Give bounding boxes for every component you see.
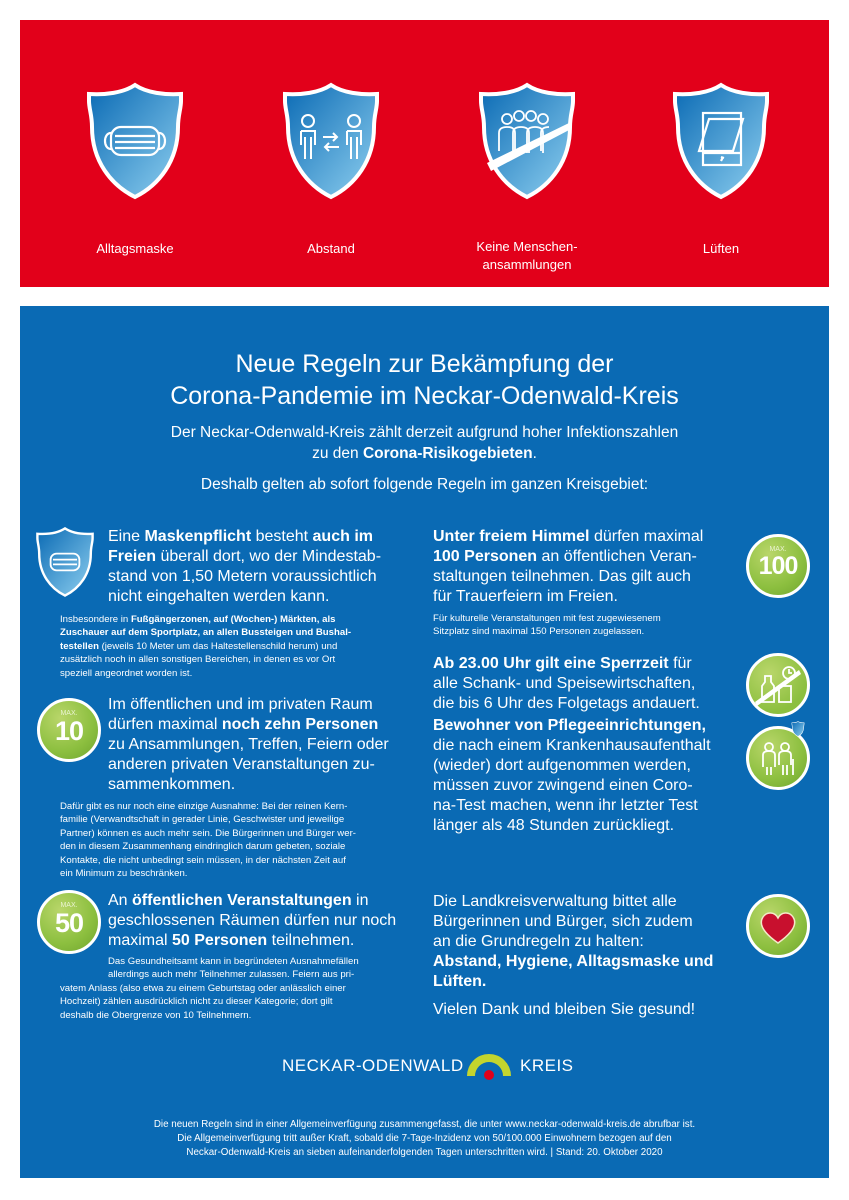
text-line: Die Allgemeinverfügung tritt außer Kraft, sobald die 7-Tage-Inzidenz von 50/100.000 Einwohnern bezogen auf den	[177, 1133, 672, 1144]
distance-shield-icon	[281, 56, 381, 226]
rule-icon-distance	[236, 20, 426, 287]
text-line: öffentlichen Veranstaltungen	[132, 892, 352, 909]
heart-badge	[746, 894, 810, 958]
text-line: Keine Menschen-	[476, 239, 578, 254]
text-line: MAX.	[60, 902, 78, 909]
label-lueften: Lüften	[702, 241, 740, 256]
text-line: stand von 1,50 Metern voraussichtlich	[108, 568, 377, 585]
rule-mask-detail	[60, 613, 430, 680]
max-10-badge	[37, 698, 101, 762]
curfew-badge	[746, 653, 810, 717]
text-line: Bewohner von Pflegeeinrichtungen,	[433, 717, 706, 734]
logo-arc-icon	[463, 1042, 515, 1082]
text-line: noch zehn Personen	[221, 716, 379, 733]
heart-icon	[749, 897, 807, 955]
text-line: an die Grundregeln zu halten:	[433, 933, 644, 950]
page-title	[20, 348, 829, 412]
text-line: Kontakte, die nicht unbedingt sein müssen, in der nächsten Zeit auf	[60, 854, 346, 866]
text-line: ansammlungen	[482, 257, 572, 272]
text-line: MAX.	[769, 546, 787, 553]
text-line: allerdings auch mehr Teilnehmer zulassen. Feiern aus pri-	[108, 969, 355, 981]
text-line: Eine	[108, 528, 145, 545]
text-line: sammenkommen.	[108, 776, 236, 793]
text-line: Corona-Risikogebieten	[362, 445, 533, 462]
text-line: Unter freiem Himmel	[433, 528, 590, 545]
text-line: Dafür gibt es nur noch eine einzige Ausnahme: Bei der reinen Kern-	[60, 801, 348, 812]
rule-icon-no-crowds	[432, 20, 622, 287]
window-shield-icon	[671, 56, 771, 226]
mask-shield-icon	[85, 56, 185, 226]
text-line: an öffentlichen Veran-	[537, 548, 697, 565]
text-line: geschlossenen Räumen dürfen nur noch	[108, 912, 397, 929]
text-line: Sitzplatz sind maximal 150 Personen zugelassen.	[433, 626, 645, 638]
rule-icon-mask	[40, 20, 230, 287]
text-line: Neue Regeln zur Bekämpfung der	[235, 350, 614, 378]
text-line: Ab 23.00 Uhr gilt eine Sperrzeit	[433, 655, 669, 672]
text-line: Lüften.	[433, 973, 487, 990]
text-line: Im öffentlichen und im privaten Raum	[108, 696, 373, 713]
lead-text: Deshalb gelten ab sofort folgende Regeln im ganzen Kreisgebiet:	[200, 476, 649, 493]
rule-mask-main	[108, 527, 428, 607]
text-line: An	[108, 892, 133, 909]
text-line: familie (Verwandtschaft in gerader Linie, Geschwister und jeweilige	[60, 814, 345, 826]
text-line: deshalb die Obergrenze von 10 Teilnehmern.	[60, 1009, 252, 1021]
district-logo	[20, 1042, 829, 1082]
text-line: ein Minimum zu beschränken.	[60, 868, 188, 880]
text-line: Das Gesundheitsamt kann in begründeten Ausnahmefällen	[108, 956, 359, 967]
text-line: staltungen teilnehmen. Das gilt auch	[433, 568, 691, 585]
text-line: Vielen Dank und bleiben Sie gesund!	[433, 1001, 696, 1018]
rule-ten-detail	[60, 800, 435, 880]
text-line: .	[532, 445, 537, 462]
subtitle	[20, 422, 829, 464]
text-line: Die Landkreisverwaltung bittet alle	[433, 893, 677, 910]
text-line: speziell angeordnet worden ist.	[60, 667, 193, 679]
small-shield-icon	[791, 721, 805, 737]
text-line: teilnehmen.	[267, 932, 355, 949]
text-line: Hochzeit) zählen ausdrücklich nicht zu dieser Kategorie; dort gilt	[60, 996, 333, 1008]
rule-care-homes	[433, 716, 743, 836]
text-line: zusätzlich noch in allen sonstigen Bereichen, in denen es vor Ort	[60, 654, 336, 666]
text-line: vatem Anlass (also etwa zu einem Geburtstag oder anlässlich einer	[60, 982, 346, 994]
text-line: zu den	[312, 445, 363, 462]
text-line: Für kulturelle Veranstaltungen mit fest zugewiesenem	[433, 613, 661, 624]
text-line: Zuschauer auf dem Sportplatz, an allen Bussteigen und Bushal-	[60, 627, 352, 639]
footer-note	[20, 1118, 829, 1160]
text-line: (jeweils 10 Meter um das Haltestellenschild herum) und	[98, 640, 338, 652]
text-line: dürfen maximal	[589, 528, 704, 545]
text-line: Partner) können es auch mehr sein. Die Bürgerinnen und Bürger wer-	[60, 827, 356, 839]
text-line: MAX.	[60, 710, 78, 717]
text-line: länger als 48 Stunden zurückliegt.	[433, 817, 675, 834]
text-line: müssen zuvor zwingend einen Coro-	[433, 777, 693, 794]
rule-fifty-detail	[60, 955, 435, 1022]
text-line: für	[668, 655, 692, 672]
text-line: dürfen maximal	[108, 716, 222, 733]
max-100-badge	[746, 534, 810, 598]
text-line: anderen privaten Veranstaltungen zu-	[108, 756, 375, 773]
label-keine-menschenansammlungen	[432, 238, 622, 274]
text-line: Fußgängerzonen, auf (Wochen-) Märkten, als	[130, 614, 336, 625]
rule-hundred-main	[433, 527, 733, 607]
text-line: Die neuen Regeln sind in einer Allgemeinverfügung zusammengefasst, die unter www.neckar-odenwald-kreis.de abrufbar ist.	[153, 1119, 696, 1130]
text-line: NECKAR-ODENWALD	[282, 1056, 464, 1075]
rule-ten-main	[108, 695, 428, 795]
text-line: den in diesem Zusammenhang eindringlich darum gebeten, soziale	[60, 841, 346, 853]
text-line: überall dort, wo der Mindestab-	[156, 548, 382, 565]
text-line: auch im	[312, 528, 373, 545]
text-line: Freien	[108, 548, 157, 565]
text-line: 100	[758, 552, 798, 580]
text-line: na-Test machen, wenn ihr letzter Test	[433, 797, 698, 814]
text-line: die bis 6 Uhr des Folgetags andauert.	[433, 695, 700, 712]
text-line: testellen	[60, 640, 99, 652]
text-line: Bürgerinnen und Bürger, sich zudem	[433, 913, 693, 930]
text-line: Der Neckar-Odenwald-Kreis zählt derzeit aufgrund hoher Infektionszahlen	[170, 424, 679, 441]
rule-fifty-main	[108, 891, 428, 951]
text-line: KREIS	[520, 1056, 574, 1075]
text-line: zu Ansammlungen, Treffen, Feiern oder	[108, 736, 389, 753]
text-line: Maskenpflicht	[144, 528, 252, 545]
header-icons-panel	[20, 20, 829, 287]
rule-hundred-detail	[433, 612, 733, 639]
text-line: für Trauerfeiern im Freien.	[433, 588, 618, 605]
text-line: Abstand, Hygiene, Alltagsmaske und	[433, 953, 714, 970]
max-50-badge	[37, 890, 101, 954]
text-line: (wieder) dort aufgenommen werden,	[433, 757, 691, 774]
text-line: 50 Personen	[172, 932, 268, 949]
appeal-text	[433, 892, 753, 1020]
text-line: 10	[54, 716, 84, 746]
text-line: in	[351, 892, 369, 909]
text-line: Insbesondere in	[60, 614, 131, 625]
label-alltagsmaske: Alltagsmaske	[96, 241, 174, 256]
text-line: alle Schank- und Speisewirtschaften,	[433, 675, 696, 692]
rule-icon-ventilation	[626, 20, 816, 287]
text-line: maximal	[108, 932, 173, 949]
text-line: Neckar-Odenwald-Kreis an sieben aufeinanderfolgenden Tagen unterschritten wird. | Stand: 20. Oktober 2020	[186, 1147, 663, 1158]
no-crowds-shield-icon	[477, 56, 577, 226]
text-line: die nach einem Krankenhausaufenthalt	[433, 737, 711, 754]
label-abstand: Abstand	[307, 241, 355, 256]
no-drinks-clock-icon	[749, 656, 807, 714]
rule-curfew	[433, 654, 733, 714]
text-line: nicht eingehalten werden kann.	[108, 588, 330, 605]
mask-shield-icon	[34, 526, 96, 598]
text-line: 50	[54, 908, 84, 938]
text-line: besteht	[251, 528, 313, 545]
text-line: Corona-Pandemie im Neckar-Odenwald-Kreis	[170, 382, 679, 410]
text-line: 100 Personen	[433, 548, 538, 565]
rules-panel	[20, 306, 829, 1178]
elderly-persons-icon	[749, 729, 807, 787]
